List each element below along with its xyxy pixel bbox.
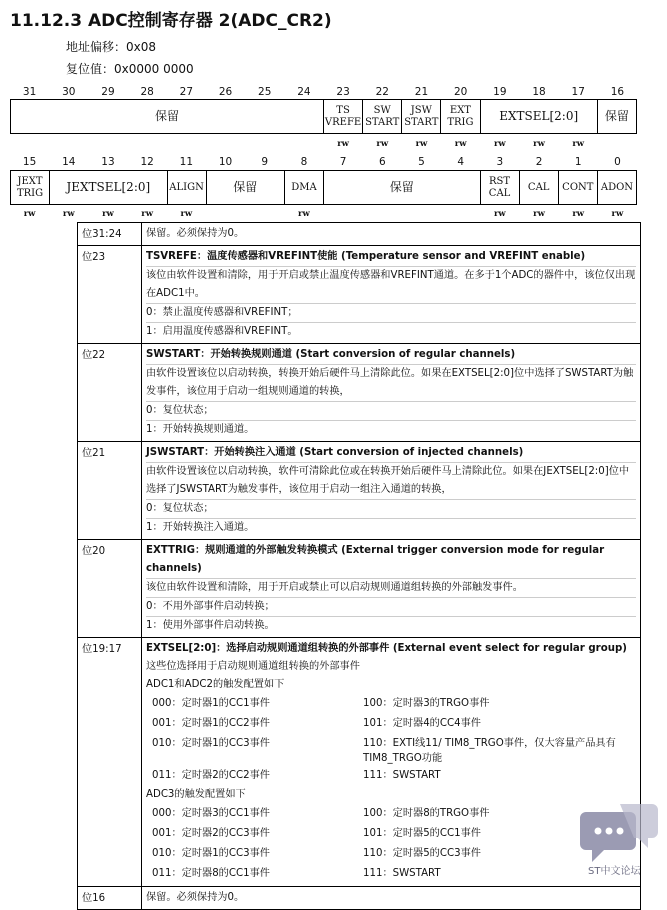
field-adon: ADON <box>597 171 636 205</box>
table-row <box>78 223 641 246</box>
table-row <box>78 344 641 442</box>
description-line: 0：复位状态； <box>146 402 636 421</box>
address-offset: 地址偏移：0x08 <box>66 40 157 54</box>
field-dma: DMA <box>284 171 323 205</box>
bit-number: 4 <box>457 156 464 168</box>
access-rw: rw <box>180 209 193 219</box>
trigger-option: 011：定时器8的CC1事件 <box>152 868 270 879</box>
field-jextsel: JEXTSEL[2:0] <box>50 171 167 205</box>
bit-number: 9 <box>261 156 269 168</box>
trigger-option: 101：定时器5的CC1事件 <box>363 828 481 839</box>
bit-number: 19 <box>493 86 507 98</box>
field-cal: CAL <box>519 171 558 205</box>
bit-number: 22 <box>375 86 389 98</box>
bit-number: 0 <box>614 156 621 168</box>
bit-number: 7 <box>339 156 347 168</box>
access-rw: rw <box>533 209 545 219</box>
description-heading: EXTTRIG：规则通道的外部触发转换模式 (External trigger conversion mode for regular channels) <box>146 542 636 579</box>
access-rw: rw <box>533 139 545 149</box>
trigger-option: 000：定时器1的CC1事件 <box>152 698 270 709</box>
adc3-trigger-list <box>146 804 636 884</box>
access-rw: rw <box>337 139 349 149</box>
access-rw: rw <box>298 209 310 219</box>
bit-number: 29 <box>101 86 115 98</box>
bit-number: 15 <box>22 156 37 168</box>
field-swstart: SW START <box>363 100 402 134</box>
description-line: 1：开始转换注入通道。 <box>146 522 255 533</box>
bit-description-table <box>77 222 641 910</box>
trigger-option: 011：定时器2的CC2事件 <box>152 770 270 781</box>
bit-label: 位31:24 <box>78 223 142 246</box>
description-heading: SWSTART：开始转换规则通道 (Start conversion of regular channels) <box>146 346 636 365</box>
bit-number: 31 <box>22 86 37 98</box>
trigger-option: 111：SWSTART <box>363 868 441 879</box>
bit-number: 27 <box>179 86 194 98</box>
watermark-text: ST中文论坛 <box>588 866 641 877</box>
table-row <box>78 442 641 540</box>
access-row-low <box>10 209 637 219</box>
table-row <box>78 887 641 910</box>
bit-label: 位21 <box>78 442 142 540</box>
trigger-option: 110：EXTI线11/ TIM8_TRGO事件，仅大容量产品具有TIM8_TRGO功能 <box>363 738 616 764</box>
access-rw: rw <box>102 209 114 219</box>
field-exttrig: EXT TRIG <box>441 100 480 134</box>
access-rw: rw <box>454 139 467 149</box>
access-rw: rw <box>572 209 585 219</box>
bit-numbers-high <box>10 86 637 98</box>
description-heading: JSWSTART：开始转换注入通道 (Start conversion of injected channels) <box>146 444 636 463</box>
description-line: 1：启用温度传感器和VREFINT。 <box>146 326 298 337</box>
table-row <box>78 638 641 887</box>
description-line: 保留。必须保持为0。 <box>146 892 245 903</box>
bit-label: 位19:17 <box>78 638 142 887</box>
trigger-option: 010：定时器1的CC3事件 <box>152 848 270 859</box>
bit-label: 位23 <box>78 246 142 344</box>
field-align: ALIGN <box>167 171 206 205</box>
trigger-option: 000：定时器3的CC1事件 <box>152 808 270 819</box>
bit-number: 8 <box>300 156 308 168</box>
access-rw: rw <box>23 209 36 219</box>
register-fields-high <box>10 99 637 134</box>
bit-number: 28 <box>140 86 154 98</box>
bit-number: 18 <box>532 86 546 98</box>
bit-number: 26 <box>218 86 233 98</box>
bit-number: 17 <box>571 86 585 98</box>
trigger-option: 110：定时器5的CC3事件 <box>363 848 481 859</box>
access-rw: rw <box>493 209 506 219</box>
bit-number: 24 <box>297 86 311 98</box>
trigger-option: 010：定时器1的CC3事件 <box>152 738 270 749</box>
trigger-option: 101：定时器4的CC4事件 <box>363 718 481 729</box>
bit-number: 11 <box>179 156 194 168</box>
bit-number: 6 <box>378 156 386 168</box>
bit-number: 13 <box>101 156 115 168</box>
field-jswstart: JSW START <box>402 100 441 134</box>
description-line: 该位由软件设置和清除，用于开启或禁止温度传感器和VREFINT通道。在多于1个ADC的器件中，该位仅出现在ADC1中。 <box>146 267 636 304</box>
field-jexttrig: JEXT TRIG <box>11 171 50 205</box>
field-reserved-10-9: 保留 <box>206 171 284 205</box>
bit-number: 16 <box>610 86 625 98</box>
field-reserved-16: 保留 <box>597 100 636 134</box>
bit-number: 12 <box>140 156 154 168</box>
field-reserved: 保留 <box>11 100 324 134</box>
access-rw: rw <box>493 139 506 149</box>
description-heading: TSVREFE：温度传感器和VREFINT使能 (Temperature sensor and VREFINT enable) <box>146 248 636 267</box>
description-line: 该位由软件设置和清除，用于开启或禁止可以启动规则通道组转换的外部触发事件。 <box>146 579 636 598</box>
bit-number: 5 <box>418 156 425 168</box>
trigger-group-heading: ADC3的触发配置如下 <box>146 789 246 800</box>
bit-label: 位16 <box>78 887 142 910</box>
field-cont: CONT <box>558 171 597 205</box>
trigger-option: 001：定时器1的CC2事件 <box>152 718 270 729</box>
table-row <box>78 246 641 344</box>
bit-number: 2 <box>535 156 543 168</box>
bit-number: 1 <box>574 156 582 168</box>
description-line: 1：开始转换规则通道。 <box>146 424 255 435</box>
reset-value: 复位值：0x0000 0000 <box>66 62 194 76</box>
field-extsel: EXTSEL[2:0] <box>480 100 597 134</box>
access-rw: rw <box>611 209 624 219</box>
description-line: 这些位选择用于启动规则通道组转换的外部事件 <box>146 661 360 672</box>
description-line: 0：复位状态； <box>146 500 636 519</box>
trigger-option: 100：定时器3的TRGO事件 <box>363 698 490 709</box>
trigger-option: 111：SWSTART <box>363 770 441 781</box>
bit-number: 30 <box>62 86 76 98</box>
trigger-option: 100：定时器8的TRGO事件 <box>363 808 490 819</box>
register-fields-low <box>10 170 637 205</box>
table-row <box>78 540 641 638</box>
bit-number: 25 <box>258 86 272 98</box>
description-line: 0：禁止温度传感器和VREFINT； <box>146 304 636 323</box>
adc12-trigger-list <box>146 694 636 786</box>
bit-numbers-low <box>10 156 637 168</box>
description-heading: EXTSEL[2:0]：选择启动规则通道组转换的外部事件 (External event select for regular group) <box>146 643 627 654</box>
bit-label: 位22 <box>78 344 142 442</box>
bit-number: 3 <box>496 156 504 168</box>
description-line: 保留。必须保持为0。 <box>146 228 245 239</box>
bit-number: 23 <box>336 86 350 98</box>
description-line: 由软件设置该位以启动转换，转换开始后硬件马上清除此位。如果在EXTSEL[2:0]位中选择了SWSTART为触发事件，该位用于启动一组规则通道的转换， <box>146 365 636 402</box>
access-rw: rw <box>376 139 389 149</box>
field-tsvrefe: TS VREFE <box>324 100 363 134</box>
description-line: 由软件设置该位以启动转换，软件可清除此位或在转换开始后硬件马上清除此位。如果在JEXTSEL[2:0]位中选择了JSWSTART为触发事件，该位用于启动一组注入通道的转换， <box>146 463 636 500</box>
access-rw: rw <box>62 209 75 219</box>
access-rw: rw <box>415 139 428 149</box>
field-reserved-7-4: 保留 <box>324 171 481 205</box>
bit-number: 10 <box>218 156 233 168</box>
trigger-option: 001：定时器2的CC3事件 <box>152 828 270 839</box>
trigger-group-heading: ADC1和ADC2的触发配置如下 <box>146 679 285 690</box>
field-rstcal: RST CAL <box>480 171 519 205</box>
access-row-high <box>10 139 637 149</box>
bit-number: 21 <box>414 86 429 98</box>
description-line: 0：不用外部事件启动转换； <box>146 598 636 617</box>
access-rw: rw <box>141 209 154 219</box>
description-line: 1：使用外部事件启动转换。 <box>146 620 275 631</box>
section-title: 11.12.3 ADC控制寄存器 2(ADC_CR2) <box>10 11 332 31</box>
bit-number: 14 <box>62 156 76 168</box>
bit-number: 20 <box>453 86 468 98</box>
bit-label: 位20 <box>78 540 142 638</box>
access-rw: rw <box>572 139 585 149</box>
